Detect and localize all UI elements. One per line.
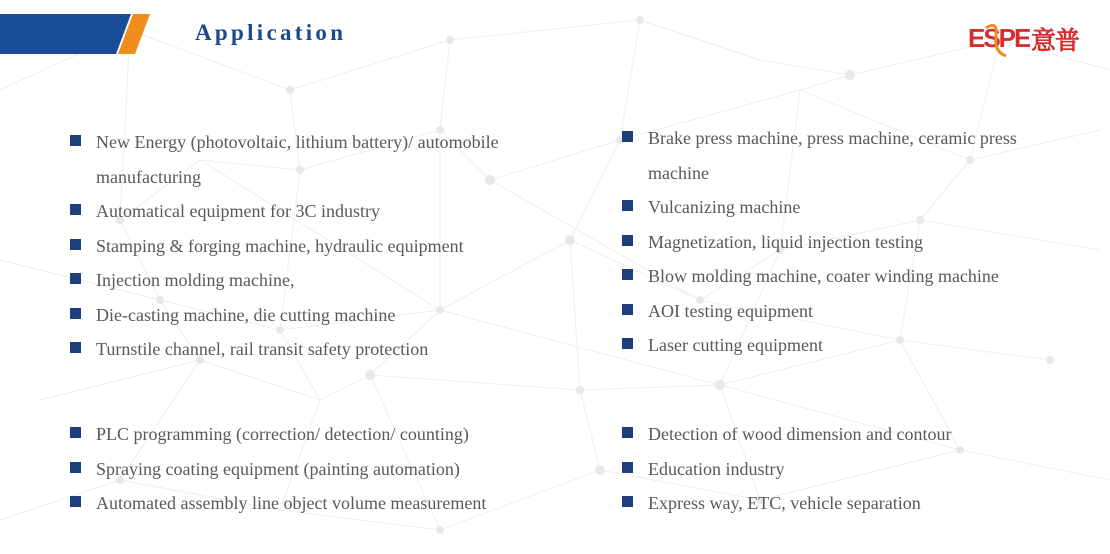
list-item <box>70 486 486 521</box>
bullet-square-icon <box>70 204 81 215</box>
bullet-square-icon <box>70 239 81 250</box>
bullet-square-icon <box>70 462 81 473</box>
list-item <box>70 263 499 298</box>
list-item-text: machine <box>648 162 709 183</box>
bullet-square-icon <box>70 427 81 438</box>
list-item <box>70 452 486 487</box>
list-item-text: Blow molding machine, coater winding machine <box>648 266 999 286</box>
list-item-text: Turnstile channel, rail transit safety protection <box>96 339 429 359</box>
svg-text:ESPE: ESPE <box>968 23 1030 53</box>
bullet-square-icon <box>70 135 81 146</box>
list-item-text: Laser cutting equipment <box>648 335 823 355</box>
list-item-text: Automatical equipment for 3C industry <box>96 201 380 221</box>
list-item-text: Detection of wood dimension and contour <box>648 424 952 444</box>
application-list-bottom-right <box>622 417 951 521</box>
bullet-square-icon <box>622 462 633 473</box>
list-item-text: Stamping & forging machine, hydraulic equipment <box>96 235 464 256</box>
list-item-text: Automated assembly line object volume measurement <box>96 493 487 513</box>
list-item <box>70 229 499 264</box>
list-item <box>622 259 1017 294</box>
list-item-text: Vulcanizing machine <box>648 197 801 217</box>
application-list-top-right <box>622 121 1017 363</box>
list-item-text: Education industry <box>648 458 785 479</box>
list-item <box>622 417 951 452</box>
list-item <box>622 294 1017 329</box>
list-item-text: manufacturing <box>96 166 201 187</box>
list-item <box>622 328 1017 363</box>
bullet-square-icon <box>622 200 633 211</box>
list-item <box>70 160 499 195</box>
list-item-text: Magnetization, liquid injection testing <box>648 231 923 252</box>
espe-logo <box>968 18 1088 60</box>
list-item <box>70 298 499 333</box>
list-item <box>70 125 499 160</box>
list-item <box>70 332 499 367</box>
application-list-top-left <box>70 125 499 367</box>
bullet-square-icon <box>622 269 633 280</box>
bullet-square-icon <box>622 131 633 142</box>
bullet-square-icon <box>622 235 633 246</box>
bullet-square-icon <box>622 496 633 507</box>
list-item <box>622 225 1017 260</box>
bullet-square-icon <box>70 308 81 319</box>
list-item <box>622 190 1017 225</box>
bullet-square-icon <box>622 338 633 349</box>
bullet-square-icon <box>622 304 633 315</box>
logo-chinese-text: 意普 <box>1031 26 1080 55</box>
header-accent-bar <box>0 14 150 54</box>
list-item-text: Express way, ETC, vehicle separation <box>648 493 921 513</box>
list-item <box>622 486 951 521</box>
bullet-square-icon <box>70 342 81 353</box>
list-item <box>622 121 1017 156</box>
bullet-square-icon <box>622 427 633 438</box>
list-item <box>622 156 1017 191</box>
list-item <box>70 417 486 452</box>
list-item-text: PLC programming (correction/ detection/ counting) <box>96 424 469 444</box>
list-item-text: AOI testing equipment <box>648 300 813 321</box>
page-title: Application <box>195 20 347 45</box>
list-item-text: Spraying coating equipment (painting automation) <box>96 458 460 479</box>
list-item <box>70 194 499 229</box>
list-item-text: New Energy (photovoltaic, lithium battery)/ automobile <box>96 132 499 152</box>
application-list-bottom-left <box>70 417 486 521</box>
list-item-text: Die-casting machine, die cutting machine <box>96 304 396 325</box>
list-item-text: Brake press machine, press machine, ceramic press <box>648 128 1017 148</box>
list-item-text: Injection molding machine, <box>96 270 295 290</box>
bullet-square-icon <box>70 273 81 284</box>
list-item <box>622 452 951 487</box>
bullet-square-icon <box>70 496 81 507</box>
